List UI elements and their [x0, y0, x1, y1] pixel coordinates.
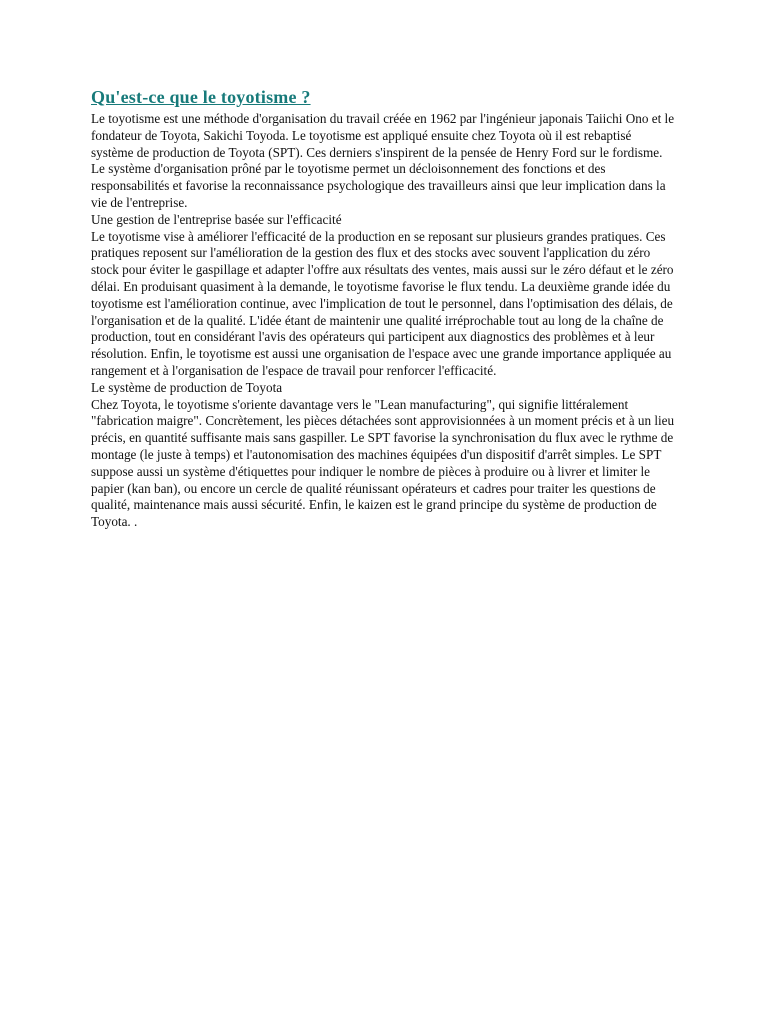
section-heading-efficacite: Une gestion de l'entreprise basée sur l'efficacité	[91, 211, 342, 227]
section-heading-spt: Le système de production de Toyota	[91, 379, 283, 395]
page-title: Qu'est-ce que le toyotisme ?	[91, 87, 311, 107]
intro-paragraph: Le toyotisme est une méthode d'organisation du travail créée en 1962 par l'ingénieur japonais Taiichi Ono et le fondateur de Toyota, Sakichi Toyoda. Le toyotisme est appliqué ensuite chez Toyota où il est rebaptisé système de production de Toyota (SPT). Ces derniers s'inspirent de la pensée de Henry Ford sur le fordisme. Le système d'organisation prôné par le toyotisme permet un décloisonnement des fonctions et des responsabilités et favorise la reconnaissance psychologique des travailleurs ainsi que leur implication dans la vie de l'entreprise.	[91, 111, 675, 210]
spt-paragraph: Chez Toyota, le toyotisme s'oriente davantage vers le "Lean manufacturing", qui signifie littéralement "fabrication maigre". Concrètement, les pièces détachées sont approvisionnées à un moment précis et à un lieu précis, en quantité suffisante mais sans gaspiller. Le SPT favorise la synchronisation du flux avec le rythme de montage (le juste à temps) et l'autonomisation des machines équipées d'un dispositif d'arrêt simples. Le SPT suppose aussi un système d'étiquettes pour indiquer le nombre de pièces à produire ou à livrer et limiter le papier (kan ban), ou encore un cercle de qualité réunissant opérateurs et cadres pour traiter les questions de qualité, maintenance mais aussi sécurité. Enfin, le kaizen est le grand principe du système de production de Toyota. .	[91, 396, 675, 530]
document-body	[91, 86, 677, 531]
efficacite-paragraph: Le toyotisme vise à améliorer l'efficacité de la production en se reposant sur plusieurs grandes pratiques. Ces pratiques reposent sur l'amélioration de la gestion des flux et des stocks avec souvent l'application du zéro stock pour éviter le gaspillage et adapter l'offre aux résultats des ventes, mais aussi sur le zéro défaut et le zéro délai. En produisant quasiment à la demande, le toyotisme favorise le flux tendu. La deuxième grande idée du toyotisme est l'amélioration continue, avec l'implication de tout le personnel, dans l'optimisation des délais, de l'organisation et de la qualité. L'idée étant de maintenir une qualité irréprochable tout au long de la chaîne de production, tout en considérant l'avis des opérateurs qui participent aux diagnostics des problèmes et à leur résolution. Enfin, le toyotisme est aussi une organisation de l'espace avec une grande importance appliquée au rangement et à l'organisation de l'espace de travail pour renforcer l'efficacité.	[91, 228, 674, 378]
